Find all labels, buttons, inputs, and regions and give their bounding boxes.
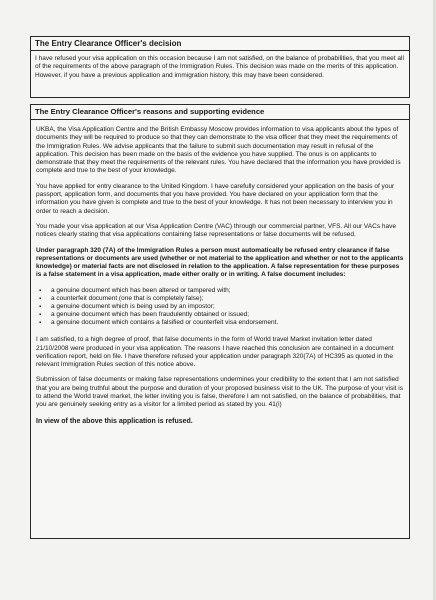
reasons-paragraph: You made your visa application at our Visa Application Centre (VAC) through our commercial partner, VFS. All our VACs have notices clearly stating that visa applications containing false representations or false documents will be refused. [36,222,396,239]
finding-paragraph: I am satisfied, to a high degree of proof, that false documents in the form of World travel Market invitation letter dated 21/10/2008 were produced in your visa application. The reasons I have reached this conclusion are contained in a document verification report, held on file. I have therefore refused your application under paragraph 320(7A) of HC395 as quoted in the relevant Immigration Rules section of this notice above. [36,336,394,369]
bullet-icon: ▪ [39,312,42,319]
false-document-list [36,287,404,327]
list-item [36,319,404,327]
conclusion-statement: In view of the above this application is refused. [36,417,193,425]
bullet-icon: ▪ [39,303,42,310]
list-item-text: a genuine document which has been fraudulently obtained or issued; [51,311,250,319]
list-item-text: a genuine document which is being used by an impostor; [51,302,215,310]
reasons-content [31,120,409,426]
decision-text: I have refused your visa application on this occasion because I am not satisfied, on the balance of probabilities, that you meet all of the requirements of the above paragraph of the Immigration Rules. This decision was made on the merits of this application. However, if you have a previous application and immigration history, this may have been considered. [35,55,404,79]
list-item-text: a counterfeit document (one that is completely false); [51,294,204,302]
decision-heading: The Entry Clearance Officer's decision [31,37,409,51]
bullet-icon: ▪ [39,320,42,327]
credibility-paragraph: Submission of false documents or making false representations undermines your credibility to the extent that I am not satisfied that you are being truthful about the purpose and duration of your proposed business visit to the UK. The purpose of your visit is to attend the World travel market, the letter inviting you is false, therefore I am not satisfied, on the balance of probabilities, that you are genuinely seeking entry as a visitor for a limited period as stated by you. 41(i) [36,376,403,409]
list-item-text: a genuine document which contains a falsified or counterfeit visa endorsement. [51,319,279,327]
reasons-paragraph: UKBA, the Visa Application Centre and the British Embassy Moscow provides information to visa applicants about the types of documents they will be required to produce so that they can demonstrate to the visa officer that they meet the requirements of the Immigration Rules. We advise applicants that the failure to submit such documentation may result in refusal of the application. This decision has been made on the basis of the evidence you have supplied. The onus is on applicants to demonstrate that they meet the requirements of the relevant rules. You have declared that the information you have provided is complete and true to the best of your knowledge. [36,126,401,175]
bullet-icon: ▪ [39,295,42,302]
list-item [36,311,404,319]
list-item [36,287,404,295]
list-item [36,295,404,303]
list-item-text: a genuine document which has been altered or tampered with; [51,286,231,294]
reasons-box [30,104,410,539]
bullet-icon: ▪ [39,287,42,294]
decision-box [30,36,410,98]
rule-320-paragraph: Under paragraph 320 (7A) of the Immigration Rules a person must automatically be refused entry clearance if false representations or documents are used (whether or not material to the application and whether or not to the applicants knowledge) or material facts are not disclosed in relation to the application. A false representation for these purposes is a false statement in a visa application, made either orally or in writing. A false document includes: [36,246,404,279]
reasons-paragraph: You have applied for entry clearance to the United Kingdom. I have carefully considered your application on the basis of your passport, application form, and documents that you have provided. You have declared on your application form that the information you have given is complete and true to the best of your knowledge. It has not been necessary to interview you in order to reach a decision. [36,182,395,215]
reasons-heading: The Entry Clearance Officer's reasons and supporting evidence [31,105,409,120]
list-item [36,303,404,311]
